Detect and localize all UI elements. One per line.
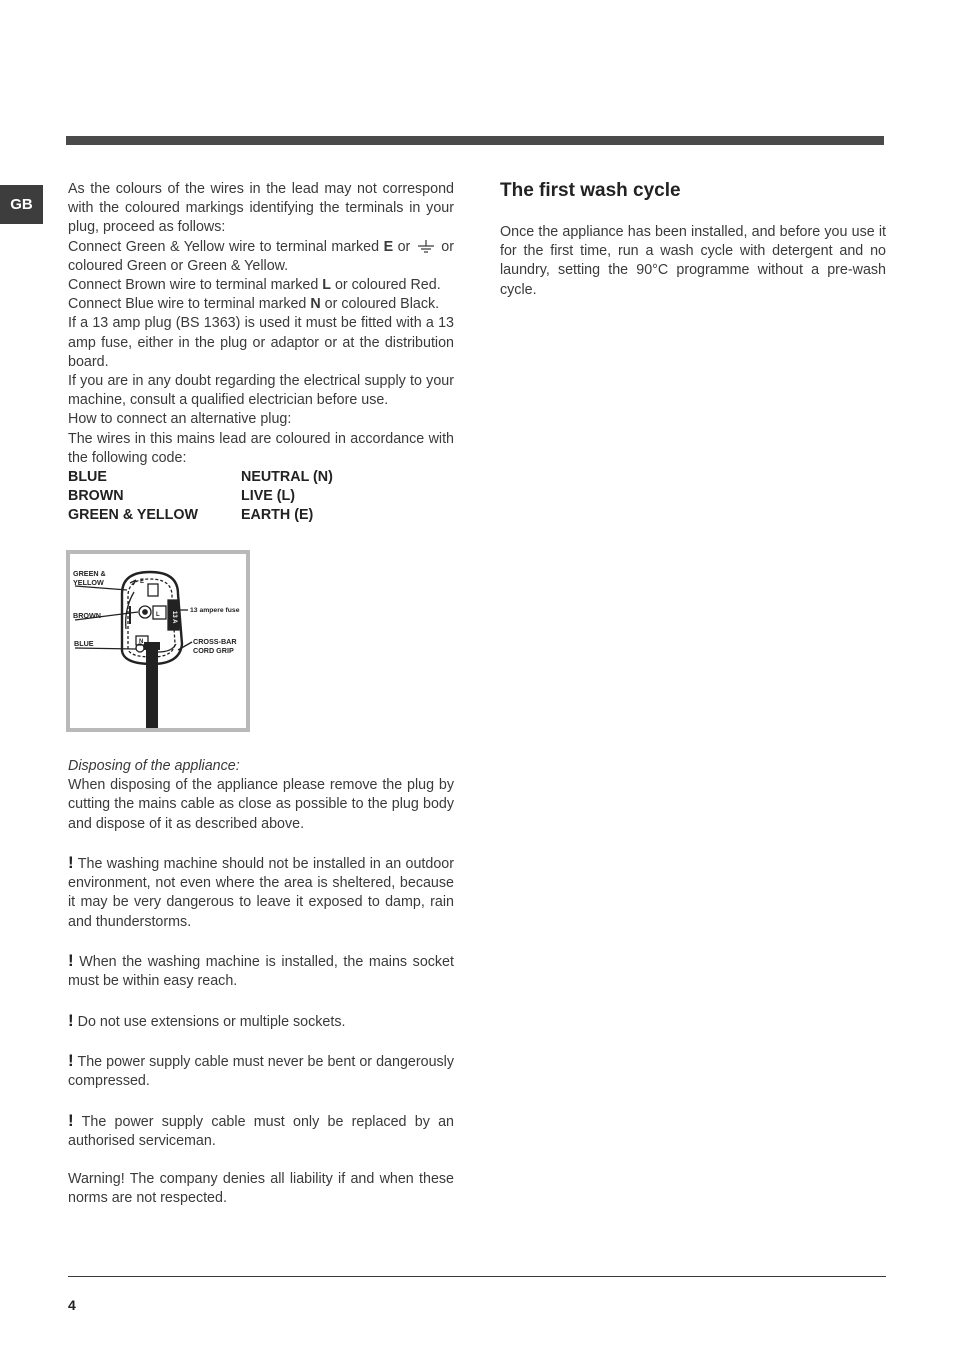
warning-icon: ! <box>68 853 74 872</box>
earth-symbol-icon <box>417 240 435 254</box>
table-row: BLUE NEUTRAL (N) <box>68 469 333 486</box>
cord-grip-bar <box>144 642 160 650</box>
left-column <box>68 180 454 526</box>
terminal-e-letter: E <box>383 238 394 255</box>
liability-note: Warning! The company denies all liability if and when these norms are not respected. <box>68 1171 454 1207</box>
first-wash-text: Once the appliance has been installed, and before you use it for the first time, run a wash cycle with detergent and no laundry, setting the 90°C programme without a pre-wash cycle. <box>500 224 886 298</box>
warning-icon: ! <box>68 1010 74 1030</box>
doubt-paragraph: If you are in any doubt regarding the electrical supply to your machine, consult a qualified electrician before use. <box>68 373 454 409</box>
warning-item: ! Do not use extensions or multiple sockets. <box>68 1010 346 1030</box>
warning-icon: ! <box>68 1050 74 1070</box>
label-fuse: 13 ampere fuse <box>190 607 240 614</box>
plug-wiring-diagram <box>66 550 250 732</box>
label-cordgrip: CORD GRIP <box>193 646 234 655</box>
right-column <box>500 178 886 300</box>
plug-diagram-svg <box>70 554 246 728</box>
green-yellow-instruction: Connect Green & Yellow wire to terminal marked E or or coloured Green or Green & Yellow. <box>68 238 454 274</box>
brown-instruction: Connect Brown wire to terminal marked L or coloured Red. <box>68 277 441 294</box>
bottom-rule <box>68 1276 886 1277</box>
mains-cable <box>146 648 158 728</box>
warning-icon: ! <box>68 1110 74 1130</box>
terminal-n: N <box>139 639 144 645</box>
intro-paragraph: As the colours of the wires in the lead may not correspond with the coloured markings identifying the terminals in your plug, proceed as follows: <box>68 181 454 236</box>
label-yellow: YELLOW <box>73 578 104 587</box>
code-intro-paragraph: The wires in this mains lead are coloured in accordance with the following code: <box>68 430 454 466</box>
warning-item: ! The power supply cable must never be bent or dangerously compressed. <box>68 1050 454 1090</box>
terminal-n-letter: N <box>310 296 321 313</box>
warning-item: ! When the washing machine is installed, the mains socket must be within easy reach. <box>68 951 454 990</box>
disposal-text: When disposing of the appliance please remove the plug by cutting the mains cable as close as possible to the plug body and dispose of it as described above. <box>68 777 454 832</box>
language-tab: GB <box>0 185 43 224</box>
fuse-paragraph: If a 13 amp plug (BS 1363) is used it must be fitted with a 13 amp fuse, either in the plug or adaptor or at the distribution board. <box>68 315 454 370</box>
disposal-and-warnings <box>68 757 454 1209</box>
wire-code-table <box>68 468 333 526</box>
terminal-e: E <box>140 579 145 585</box>
warning-item: ! The washing machine should not be installed in an outdoor environment, not even where the area is sheltered, because it may be very dangerous to leave it exposed to damp, rain and thunderstorms. <box>68 853 454 930</box>
page-number: 4 <box>68 1297 76 1313</box>
label-brown: BROWN <box>73 611 101 620</box>
warning-icon: ! <box>68 951 74 970</box>
howto-paragraph: How to connect an alternative plug: <box>68 411 292 428</box>
fuse-rating: 13 A <box>171 611 177 624</box>
warning-item: ! The power supply cable must only be replaced by an authorised serviceman. <box>68 1110 454 1149</box>
terminal-l-letter: L <box>322 277 331 294</box>
top-rule <box>66 136 884 145</box>
table-row: BROWN LIVE (L) <box>68 488 296 505</box>
label-blue: BLUE <box>74 639 94 648</box>
section-title: The first wash cycle <box>500 180 681 201</box>
label-green: GREEN & <box>73 569 106 578</box>
table-row: GREEN & YELLOW EARTH (E) <box>68 507 314 524</box>
disposal-title: Disposing of the appliance: <box>68 758 240 774</box>
terminal-l: L <box>156 612 160 618</box>
label-crossbar: CROSS-BAR <box>193 637 237 646</box>
blue-instruction: Connect Blue wire to terminal marked N or coloured Black. <box>68 296 440 313</box>
